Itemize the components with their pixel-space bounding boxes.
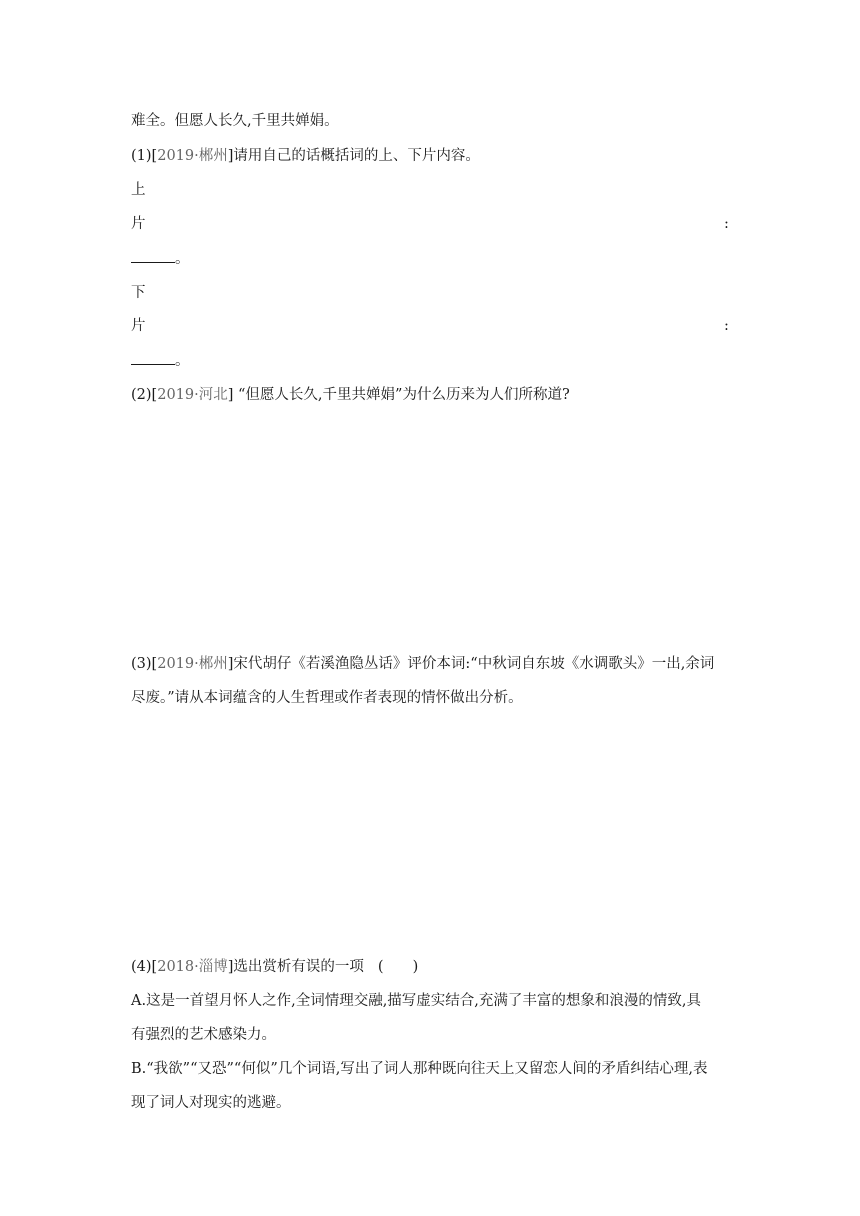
q1-upper-blank[interactable] <box>131 250 175 263</box>
q2-number: (2) <box>131 387 152 403</box>
q4-number: (4) <box>131 959 152 975</box>
q3-number: (3) <box>131 656 152 672</box>
question-3-line-2: 尽废。”请从本词蕴含的人生哲理或作者表现的情怀做出分析。 <box>131 690 523 706</box>
q1-lower-answer[interactable] <box>131 351 190 371</box>
q1-upper-end: 。 <box>175 251 190 267</box>
q2-prompt: “但愿人长久,千里共婵娟”为什么历来为人们所称道? <box>233 387 570 403</box>
q1-lower-end: 。 <box>175 353 190 369</box>
q3-source: 2019·郴州 <box>157 656 228 672</box>
q1-lower-label-b: 片 <box>131 318 146 334</box>
q4-option-a-line-2: 有强烈的艺术感染力。 <box>131 1027 276 1043</box>
question-2 <box>131 385 570 405</box>
q1-upper-label-a: 上 <box>131 182 146 198</box>
q3-prompt-1: 宋代胡仔《若溪渔隐丛话》评价本词:“中秋词自东坡《水调歌头》一出,余词 <box>233 656 715 672</box>
intro-line: 难全。但愿人长久,千里共婵娟。 <box>131 113 339 129</box>
q1-prompt: 请用自己的话概括词的上、下片内容。 <box>233 148 480 164</box>
q4-answer-paren[interactable]: ( ) <box>377 959 419 975</box>
q2-source-open: [ <box>151 387 158 403</box>
q1-lower-blank[interactable] <box>131 352 175 365</box>
q4-source-open: [ <box>151 959 158 975</box>
q1-source: 2019·郴州 <box>157 148 228 164</box>
question-4 <box>131 957 418 977</box>
q1-number: (1) <box>131 148 152 164</box>
q3-source-open: [ <box>151 656 158 672</box>
q4-option-a-line-1: A.这是一首望月怀人之作,全词情理交融,描写虚实结合,充满了丰富的想象和浪漫的情致,具 <box>131 993 702 1009</box>
q2-source: 2019·河北 <box>157 387 228 403</box>
q1-upper-colon: : <box>724 216 729 232</box>
q3-source-close: ] <box>227 656 234 672</box>
q1-source-close: ] <box>227 148 234 164</box>
q4-source-close: ] <box>227 959 234 975</box>
q4-source: 2018·淄博 <box>157 959 228 975</box>
q1-source-open: [ <box>151 148 158 164</box>
q1-lower-label-a: 下 <box>131 285 146 301</box>
q1-lower-colon: : <box>724 318 729 334</box>
question-3-line-1 <box>131 654 714 674</box>
q4-prompt: 选出赏析有误的一项 <box>233 959 364 975</box>
q2-source-close: ] <box>227 387 234 403</box>
q4-option-b-line-2: 现了词人对现实的逃避。 <box>131 1095 291 1111</box>
q4-option-b-line-1: B.“我欲”“又恐”“何似”几个词语,写出了词人那种既向往天上又留恋人间的矛盾纠结心理,表 <box>131 1061 708 1077</box>
q1-upper-label-b: 片 <box>131 216 146 232</box>
question-1 <box>131 146 480 166</box>
q1-upper-answer[interactable] <box>131 249 190 269</box>
